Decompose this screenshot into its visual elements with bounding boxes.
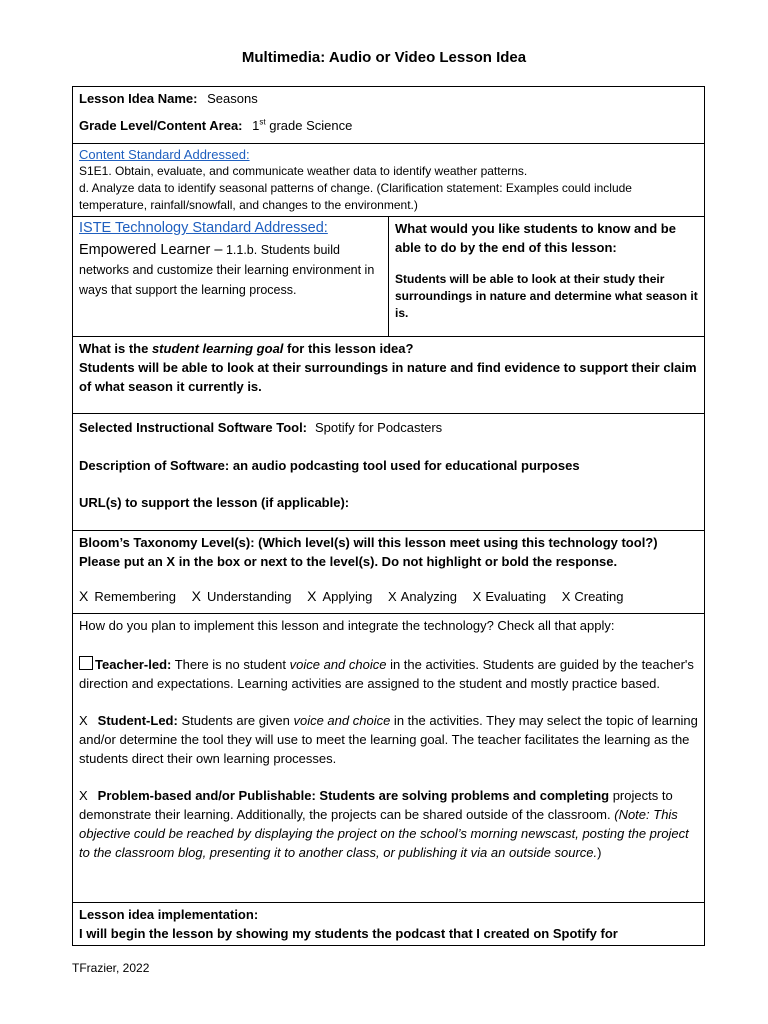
iste-standard-heading: ISTE Technology Standard Addressed: <box>79 220 328 236</box>
document-title: Multimedia: Audio or Video Lesson Idea <box>241 49 527 66</box>
lesson-table <box>72 86 705 946</box>
teacher-led-option: Teacher-led: There is no student voice and choice in the activities. Students are guided by the teacher's direction and expectations. Learning activities are assigned to the student and mostly practice based. <box>79 657 694 691</box>
know-question: What would you like students to know and be able to do by the end of this lesson: <box>395 221 676 255</box>
content-standard-line-1: S1E1. Obtain, evaluate, and communicate weather data to identify weather patterns. <box>79 164 528 178</box>
content-standard-line-2: d. Analyze data to identify seasonal patterns of change. (Clarification statement: Examples could include temperature, rainfall/snowfall, and changes to the environment.) <box>79 181 632 212</box>
know-answer: Students will be able to look at their study their surroundings in nature and determine what season it is. <box>395 272 698 320</box>
iste-know-row <box>73 217 705 337</box>
lesson-name-label: Lesson Idea Name: <box>79 91 198 106</box>
implementation-row <box>73 903 705 946</box>
lesson-name-value: Seasons <box>207 91 258 106</box>
student-led-mark: X <box>79 713 88 728</box>
content-standard-heading: Content Standard Addressed: <box>79 147 250 162</box>
software-url-label: URL(s) to support the lesson (if applicable): <box>79 495 350 510</box>
goal-answer: Students will be able to look at their surroundings in nature and find evidence to support their claim of what season it currently is. <box>79 360 697 394</box>
goal-row <box>73 337 705 414</box>
goal-question: What is the student learning goal for this lesson idea? <box>79 341 414 356</box>
bloom-row <box>73 531 705 614</box>
bloom-item: X Analyzing <box>388 589 458 604</box>
bloom-question: Bloom’s Taxonomy Level(s): (Which level(s) will this lesson meet using this technology tool?) Please put an X in the box or next to the level(s). Do not highlight or bold the response. <box>79 535 658 569</box>
iste-standard-text: Empowered Learner – 1.1.b. Students build networks and customize their learning environment in ways that support the learning process. <box>79 242 375 297</box>
content-standard-row <box>73 144 705 217</box>
bloom-item: X Remembering <box>79 588 176 604</box>
bloom-levels <box>79 587 698 606</box>
bloom-item: X Understanding <box>191 588 292 604</box>
software-tool-value: Spotify for Podcasters <box>315 420 443 435</box>
student-led-option: X Student-Led: Students are given voice and choice in the activities. They may select the topic of learning and/or determine the tool they will use to meet the learning goal. The teacher facilitates the learning as the students direct their own learning processes. <box>79 713 698 766</box>
implement-question: How do you plan to implement this lesson and integrate the technology? Check all that apply: <box>79 618 615 633</box>
problem-based-option: X Problem-based and/or Publishable: Students are solving problems and completing projects to demonstrate their learning. Additionally, the projects can be shared outside of the classroom. (Note: This objective could be reached by displaying the project on the school’s morning newscast, posting the project to the classroom blog, presenting it to another class, or publishing it via an outside source.) <box>79 788 689 860</box>
implementation-text: I will begin the lesson by showing my students the podcast that I created on Spotify for <box>79 926 618 941</box>
implementation-heading: Lesson idea implementation: <box>79 907 259 922</box>
problem-based-mark: X <box>79 788 88 803</box>
software-tool-label: Selected Instructional Software Tool: <box>79 420 308 435</box>
implement-row <box>73 614 705 903</box>
grade-level-label: Grade Level/Content Area: <box>79 118 243 133</box>
software-row <box>73 414 705 531</box>
bloom-item: X Creating <box>561 589 624 604</box>
bloom-item: X Applying <box>307 588 373 604</box>
software-description: Description of Software: an audio podcasting tool used for educational purposes <box>79 458 580 473</box>
lesson-info-row <box>73 87 705 144</box>
teacher-led-checkbox[interactable] <box>79 656 93 670</box>
footer-credit: TFrazier, 2022 <box>72 961 150 975</box>
bloom-item: X Evaluating <box>472 589 547 604</box>
grade-level-value: 1st grade Science <box>252 117 353 133</box>
